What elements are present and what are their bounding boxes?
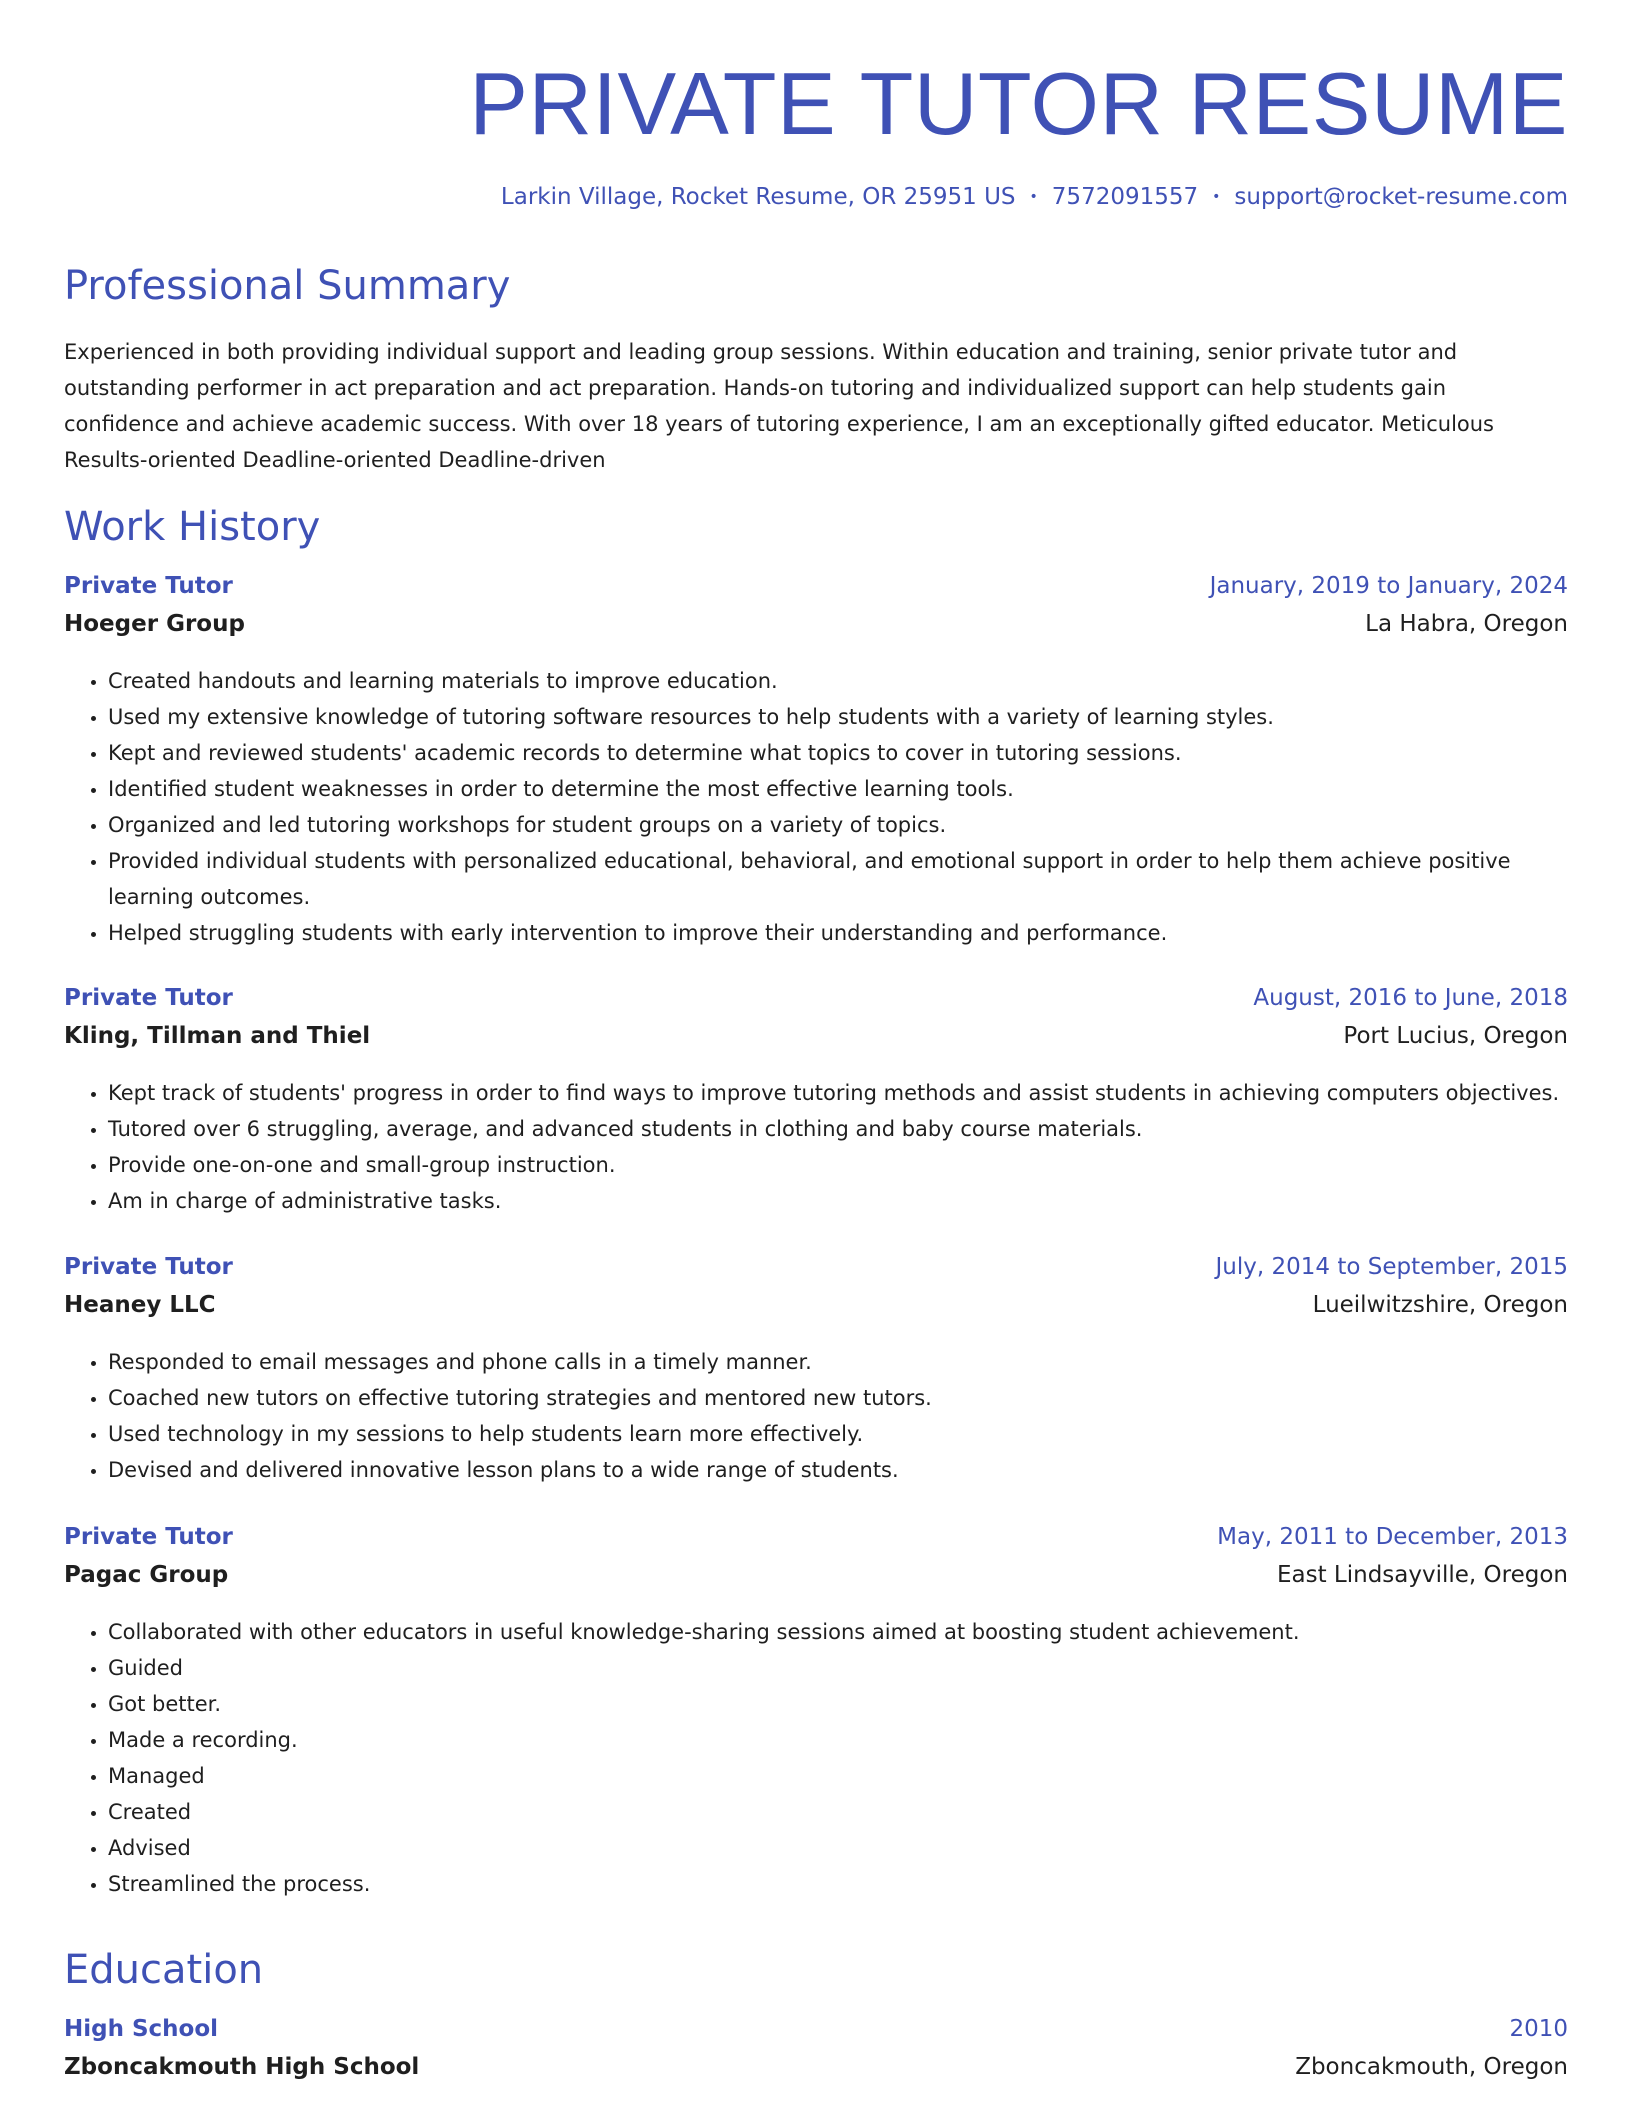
bullet-item: • Streamlined the process. [108,1866,1568,1902]
job-company: Hoeger Group [64,611,245,637]
bullet-item: • Created [108,1794,1568,1830]
job-bullets [64,1344,1568,1488]
bullet-item: • Helped struggling students with early intervention to improve their understanding and performance. [108,915,1568,951]
section-heading-summary: Professional Summary [64,263,511,309]
bullet-item: • Created handouts and learning materials to improve education. [108,663,1568,699]
job-location: Lueilwitzshire, Oregon [1312,1292,1568,1318]
education-school: Zboncakmouth High School [64,2054,420,2080]
job-location: La Habra, Oregon [1365,611,1568,637]
job-title: Private Tutor [64,1524,233,1550]
bullet-item: • Tutored over 6 struggling, average, and advanced students in clothing and baby course materials. [108,1111,1568,1147]
separator-dot: • [1029,189,1038,205]
job-company: Kling, Tillman and Thiel [64,1023,371,1049]
education-degree: High School [64,2016,219,2042]
education-entry [64,2016,1568,2092]
job-title: Private Tutor [64,985,233,1011]
contact-email[interactable]: support@rocket-resume.com [1234,184,1568,210]
bullet-item: • Am in charge of administrative tasks. [108,1183,1568,1219]
bullet-item: • Coached new tutors on effective tutoring strategies and mentored new tutors. [108,1380,1568,1416]
contact-address: Larkin Village, Rocket Resume, OR 25951 US [500,184,1016,210]
education-location: Zboncakmouth, Oregon [1295,2054,1568,2080]
job-entry [64,1524,1568,1902]
separator-dot: • [1212,189,1221,205]
job-dates: July, 2014 to September, 2015 [1215,1254,1568,1280]
bullet-item: • Guided [108,1650,1568,1686]
bullet-item: • Got better. [108,1686,1568,1722]
contact-phone: 7572091557 [1051,184,1199,210]
job-dates: May, 2011 to December, 2013 [1217,1524,1568,1550]
bullet-item: • Responded to email messages and phone calls in a timely manner. [108,1344,1568,1380]
job-location: East Lindsayville, Oregon [1276,1562,1568,1588]
bullet-item: • Advised [108,1830,1568,1866]
bullet-item: • Managed [108,1758,1568,1794]
bullet-item: • Kept and reviewed students' academic records to determine what topics to cover in tutoring sessions. [108,735,1568,771]
summary-text: Experienced in both providing individual support and leading group sessions. Within education and training, senior private tutor and outstanding performer in act preparation and act preparation. Hands-on tutoring and individualized support can help students gain confidence and achieve academic success. With over 18 years of tutoring experience, I am an exceptionally gifted educator. Meticulous Results-oriented Deadline-oriented Deadline-driven [64,340,1494,472]
bullet-item: • Used my extensive knowledge of tutoring software resources to help students with a variety of learning styles. [108,699,1568,735]
job-entry [64,985,1568,1219]
job-bullets [64,1614,1568,1902]
contact-line [501,183,1568,211]
bullet-item: • Collaborated with other educators in useful knowledge-sharing sessions aimed at boosting student achievement. [108,1614,1568,1650]
job-bullets [64,1075,1568,1219]
bullet-item: • Used technology in my sessions to help students learn more effectively. [108,1416,1568,1452]
job-location: Port Lucius, Oregon [1343,1023,1568,1049]
job-title: Private Tutor [64,573,233,599]
job-company: Pagac Group [64,1562,229,1588]
section-heading-work: Work History [64,504,321,550]
section-heading-education: Education [64,1947,264,1993]
education-year: 2010 [1509,2016,1568,2042]
job-title: Private Tutor [64,1254,233,1280]
bullet-item: • Provide one-on-one and small-group instruction. [108,1147,1568,1183]
job-dates: August, 2016 to June, 2018 [1253,985,1568,1011]
bullet-item: • Made a recording. [108,1722,1568,1758]
bullet-item: • Devised and delivered innovative lesson plans to a wide range of students. [108,1452,1568,1488]
resume-name: PRIVATE TUTOR RESUME [469,54,1568,153]
job-entry [64,573,1568,951]
job-entry [64,1254,1568,1488]
bullet-item: • Kept track of students' progress in order to find ways to improve tutoring methods and assist students in achieving computers objectives. [108,1075,1568,1111]
job-dates: January, 2019 to January, 2024 [1209,573,1568,599]
bullet-item: • Organized and led tutoring workshops for student groups on a variety of topics. [108,807,1568,843]
bullet-item: • Provided individual students with personalized educational, behavioral, and emotional support in order to help them achieve positive learning outcomes. [108,843,1568,915]
bullet-item: • Identified student weaknesses in order to determine the most effective learning tools. [108,771,1568,807]
job-bullets [64,663,1568,951]
job-company: Heaney LLC [64,1292,216,1318]
